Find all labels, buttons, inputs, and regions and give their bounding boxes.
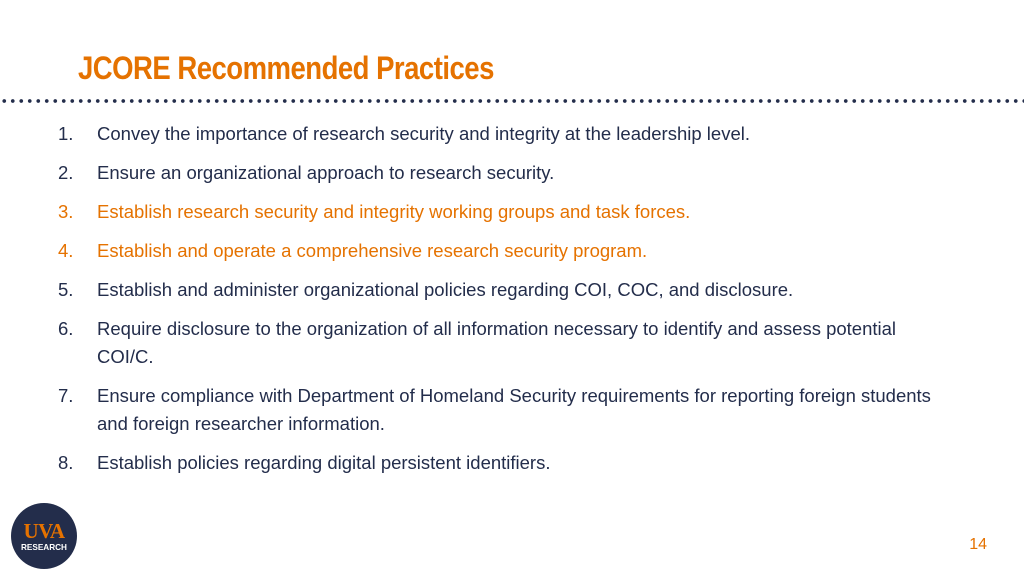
list-item [58,159,978,187]
list-item [58,276,978,304]
list-item-text: Establish and operate a comprehensive research security program. [97,240,648,261]
highlighted-list-item [58,198,978,226]
list-item-number: 3. [58,201,74,222]
logo-uva-text: UVA [23,518,65,543]
list-item [58,382,978,438]
list-item-number: 5. [58,279,74,300]
list-item-text: Require disclosure to the organization of all information necessary to identify and assess potential COI/C. [97,318,897,367]
page-title: JCORE Recommended Practices [78,50,494,86]
page-number: 14 [969,536,987,553]
list-item-number: 2. [58,162,74,183]
dotted-divider [0,98,1024,104]
list-item-text: Ensure an organizational approach to research security. [97,162,555,183]
list-item-text: Convey the importance of research security and integrity at the leadership level. [97,123,750,144]
list-item [58,120,978,148]
list-item-number: 6. [58,318,74,339]
list-item-number: 1. [58,123,74,144]
uva-research-logo [11,503,77,569]
recommended-practices-list [58,120,978,488]
list-item-number: 8. [58,452,74,473]
list-item [58,315,978,371]
list-item-number: 4. [58,240,74,261]
list-item-text: Establish research security and integrity working groups and task forces. [97,201,691,222]
list-item [58,449,978,477]
logo-research-text: RESEARCH [21,542,67,552]
list-item-number: 7. [58,385,74,406]
highlighted-list-item [58,237,978,265]
list-item-text: Ensure compliance with Department of Homeland Security requirements for reporting foreign students and foreign researcher information. [97,385,931,434]
list-item-text: Establish and administer organizational policies regarding COI, COC, and disclosure. [97,279,794,300]
list-item-text: Establish policies regarding digital persistent identifiers. [97,452,551,473]
